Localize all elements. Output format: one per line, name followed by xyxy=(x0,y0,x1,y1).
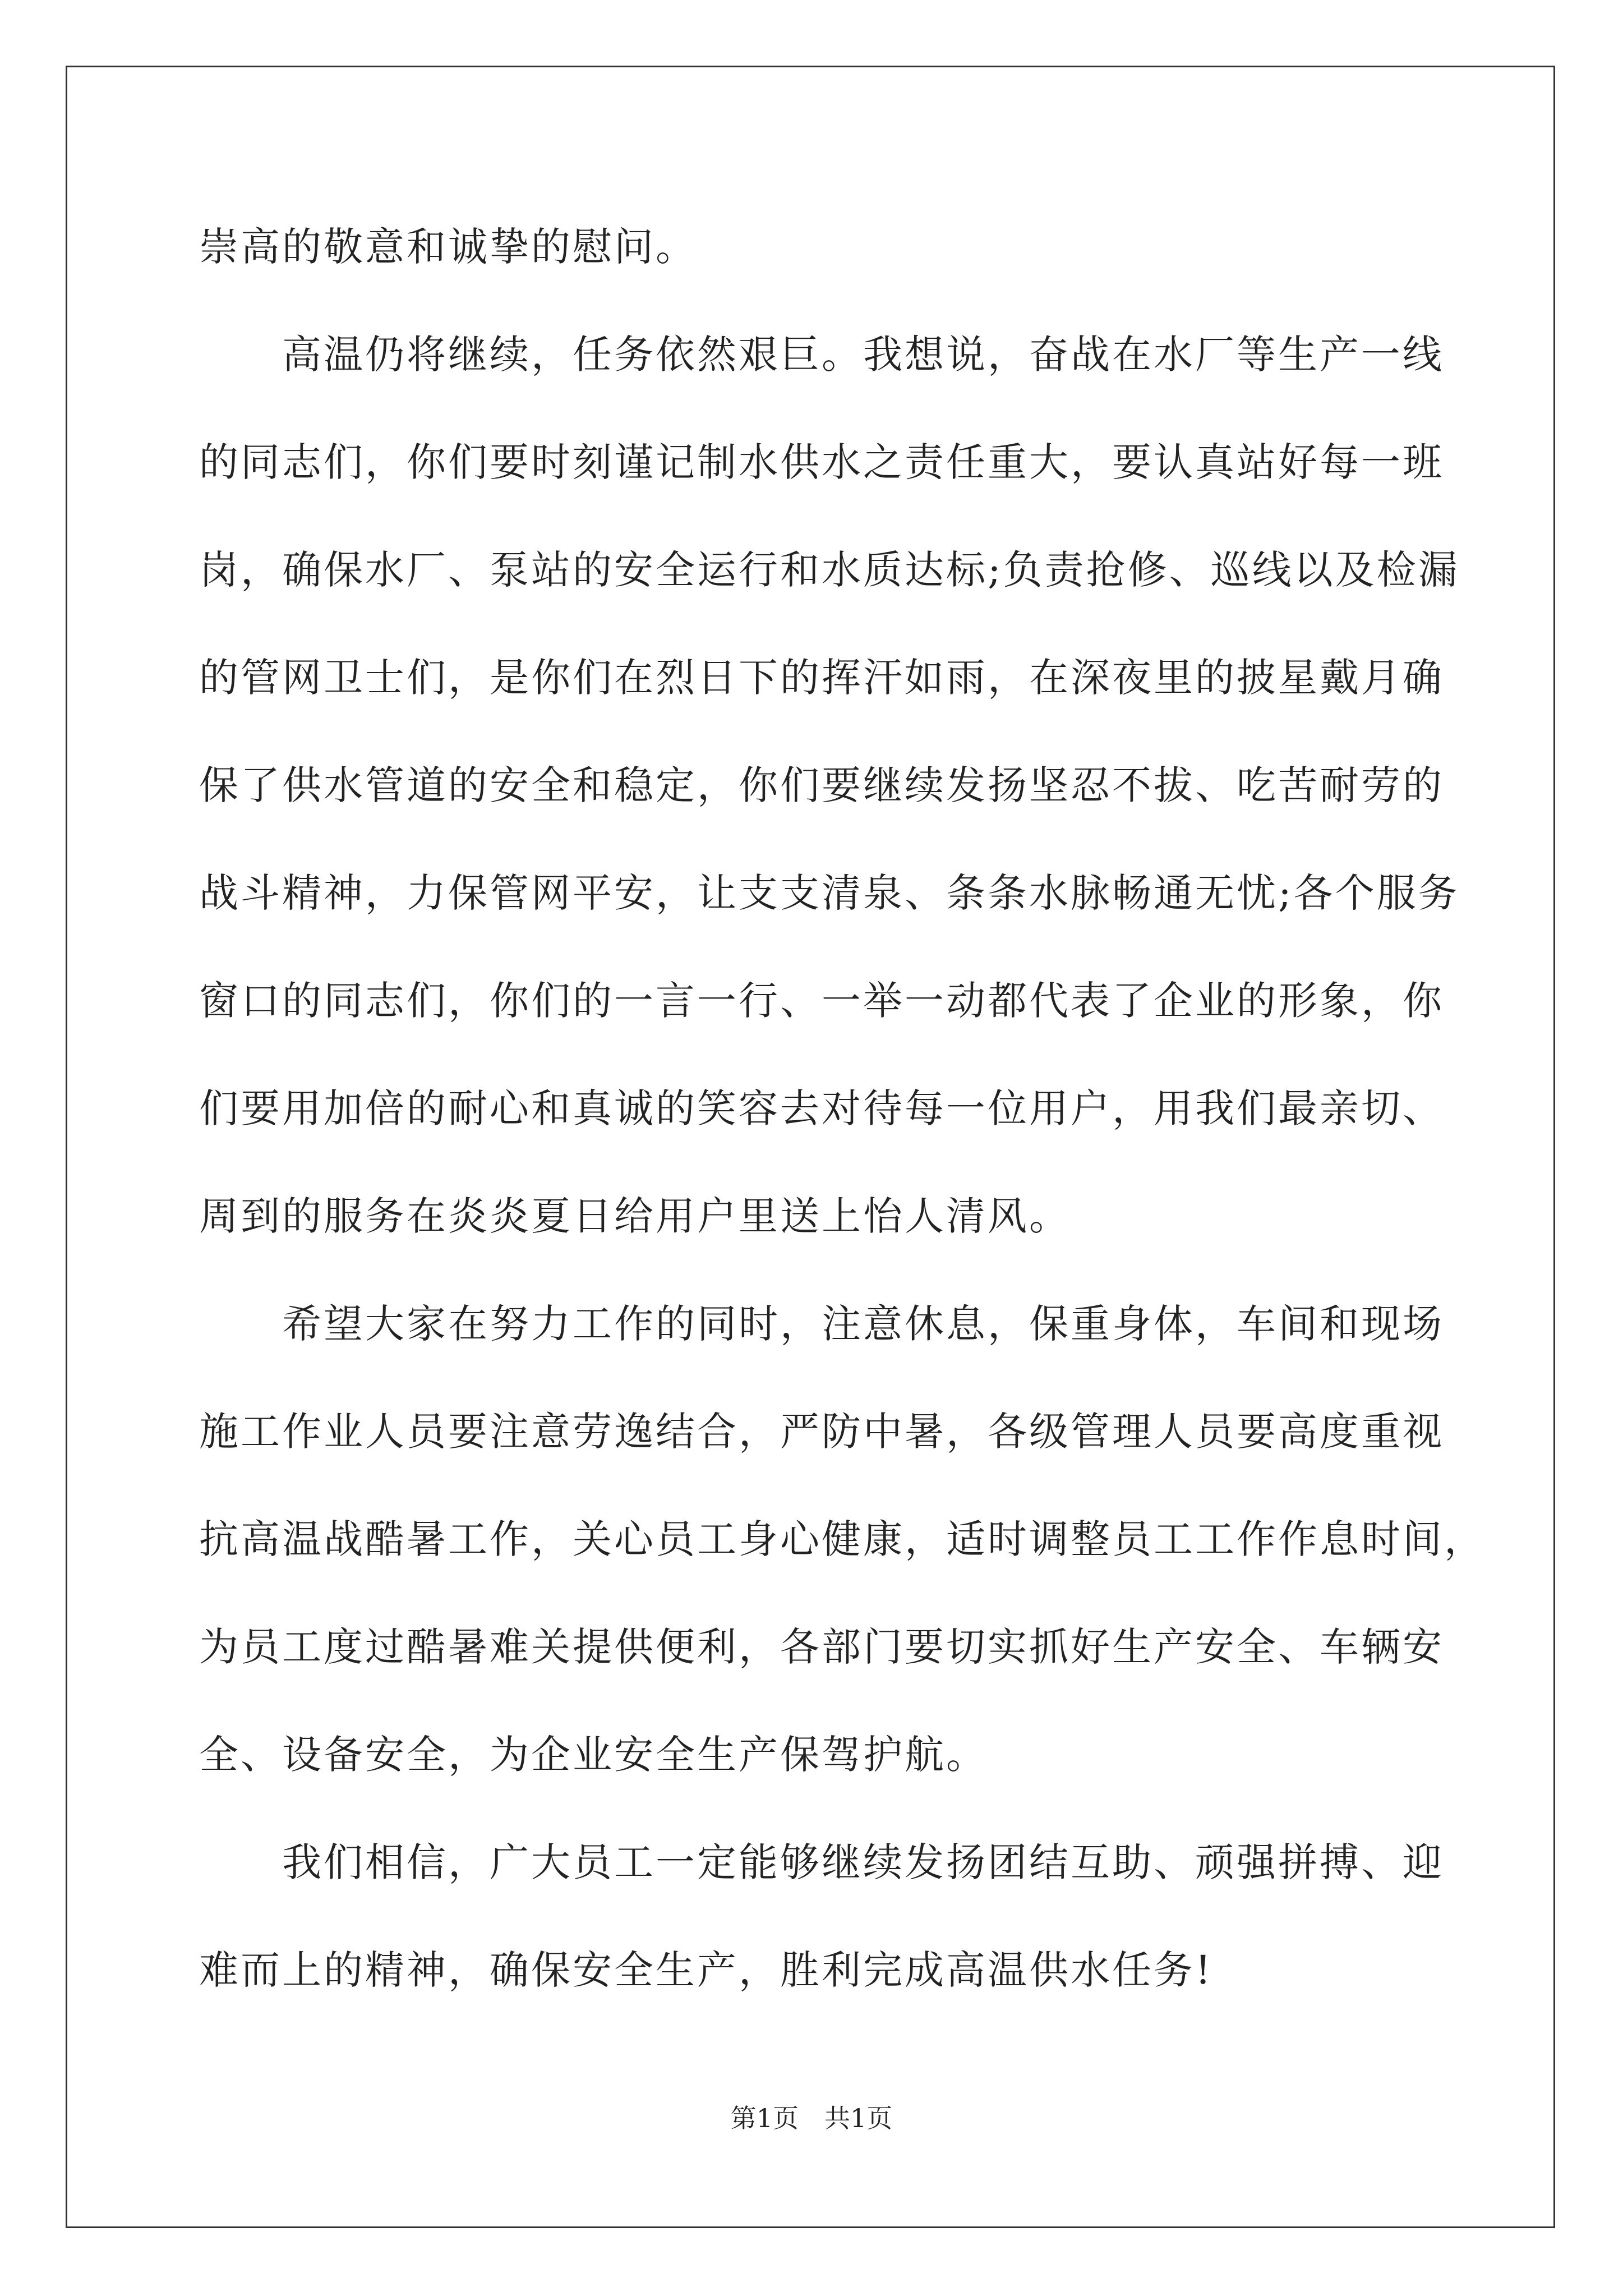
text-line: 崇高的敬意和诚挚的慰问。 xyxy=(199,224,697,270)
text-line: 全、设备安全，为企业安全生产保驾护航。 xyxy=(199,1732,988,1778)
text-line: 周到的服务在炎炎夏日给用户里送上怡人清风。 xyxy=(199,1193,1071,1239)
text-line: 的同志们，你们要时刻谨记制水供水之责任重大，要认真站好每一班 xyxy=(199,439,1444,485)
text-line: 窗口的同志们，你们的一言一行、一举一动都代表了企业的形象，你 xyxy=(199,978,1444,1024)
page-number-footer: 第1页 共1页 xyxy=(730,2103,893,2133)
text-line: 难而上的精神，确保安全生产，胜利完成高温供水任务! xyxy=(199,1947,1214,1993)
text-line: 保了供水管道的安全和稳定，你们要继续发扬坚忍不拔、吃苦耐劳的 xyxy=(199,762,1444,808)
paragraph-start-line: 希望大家在努力工作的同时，注意休息，保重身体，车间和现场 xyxy=(282,1301,1444,1347)
text-line: 的管网卫士们，是你们在烈日下的挥汗如雨，在深夜里的披星戴月确 xyxy=(199,655,1444,701)
text-line: 施工作业人员要注意劳逸结合，严防中暑，各级管理人员要高度重视 xyxy=(199,1409,1444,1455)
document-body xyxy=(199,213,1486,2044)
text-line: 们要用加倍的耐心和真诚的笑容去对待每一位用户，用我们最亲切、 xyxy=(199,1085,1444,1131)
paragraph-start-line: 高温仍将继续，任务依然艰巨。我想说，奋战在水厂等生产一线 xyxy=(282,332,1444,378)
text-line: 岗，确保水厂、泵站的安全运行和水质达标;负责抢修、巡线以及检漏 xyxy=(199,547,1460,593)
text-line: 为员工度过酷暑难关提供便利，各部门要切实抓好生产安全、车辆安 xyxy=(199,1624,1444,1670)
text-line: 战斗精神，力保管网平安，让支支清泉、条条水脉畅通无忧;各个服务 xyxy=(199,870,1460,916)
text-line: 抗高温战酷暑工作，关心员工身心健康，适时调整员工工作作息时间， xyxy=(199,1516,1486,1562)
paragraph-start-line: 我们相信，广大员工一定能够继续发扬团结互助、顽强拼搏、迎 xyxy=(282,1839,1444,1885)
